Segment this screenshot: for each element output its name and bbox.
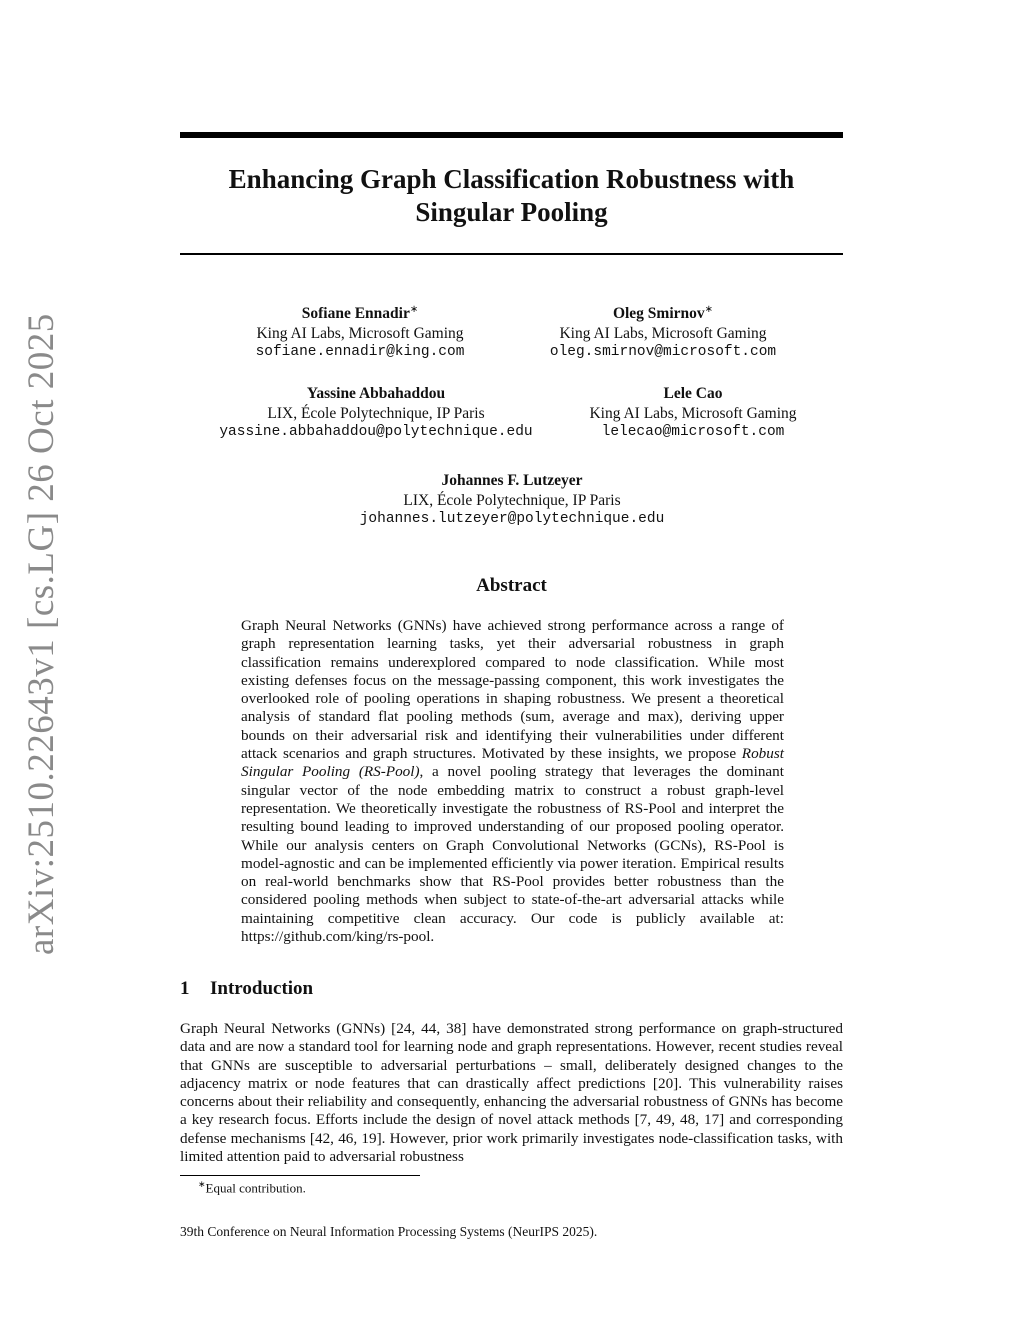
author-email: yassine.abbahaddou@polytechnique.edu: [219, 424, 533, 440]
section-title: Introduction: [210, 978, 314, 999]
author-name: Johannes F. Lutzeyer: [441, 472, 583, 489]
author-email: oleg.smirnov@microsoft.com: [549, 344, 777, 361]
author-affiliation: LIX, École Polytechnique, IP Paris: [403, 491, 621, 509]
section-heading: [180, 978, 313, 1000]
author-block: [210, 300, 510, 363]
author-name: Lele Cao: [663, 385, 723, 402]
author-affiliation: King AI Labs, Microsoft Gaming: [256, 324, 464, 342]
author-block: [513, 300, 813, 363]
footnote: ∗Equal contribution.: [198, 1179, 306, 1196]
author-name: Sofiane Ennadir∗: [301, 304, 419, 323]
author-email: johannes.lutzeyer@polytechnique.edu: [359, 511, 665, 527]
author-name: Oleg Smirnov∗: [612, 304, 714, 323]
author-email: sofiane.ennadir@king.com: [255, 344, 465, 361]
author-affiliation: King AI Labs, Microsoft Gaming: [559, 324, 767, 342]
author-block: [312, 471, 712, 530]
author-affiliation: LIX, École Polytechnique, IP Paris: [267, 404, 485, 422]
title-bottom-rule: [180, 253, 843, 255]
author-email: lelecao@microsoft.com: [601, 424, 785, 440]
paper-title: [180, 163, 843, 229]
arxiv-identifier: arXiv:2510.22643v1 [cs.LG] 26 Oct 2025: [21, 313, 62, 955]
title-line-1: Enhancing Graph Classification Robustness with: [228, 164, 795, 194]
author-block: [543, 384, 843, 443]
author-name: Yassine Abbahaddou: [306, 385, 446, 402]
section-number: 1: [180, 978, 190, 999]
abstract-heading: Abstract: [476, 575, 547, 596]
venue-note: 39th Conference on Neural Information Processing Systems (NeurIPS 2025).: [180, 1224, 598, 1239]
introduction-paragraph: Graph Neural Networks (GNNs) [24, 44, 38] have demonstrated strong performance on graph-structured data and are now a standard tool for learning node and graph representations. However, recent studies reveal that GNNs are susceptible to adversarial perturbations – small, deliberately designed changes to the adjacency matrix or node features that can drastically affect predictions [20]. This vulnerability raises concerns about their reliability and consequently, enhancing the adversarial robustness of GNNs has become a key research focus. Efforts include the design of novel attack methods [7, 49, 48, 17] and corresponding defense mechanisms [42, 46, 19]. However, prior work primarily investigates node-classification tasks, with limited attention paid to adversarial robustness: [180, 1020, 843, 1166]
author-block: [196, 384, 556, 443]
abstract-text: Graph Neural Networks (GNNs) have achieved strong performance across a range of graph representation learning tasks, yet their adversarial robustness in graph classification remains underexplored compared to node classification. While most existing defenses focus on the message-passing component, this work investigates the overlooked role of pooling operations in shaping robustness. We present a theoretical analysis of standard flat pooling methods (sum, average and max), deriving upper bounds on their adversarial risk and identifying their vulnerabilities under different attack scenarios and graph structures. Motivated by these insights, we propose Robust Singular Pooling (RS-Pool), a novel pooling strategy that leverages the dominant singular vector of the node embedding matrix to construct a robust graph-level representation. We theoretically investigate the robustness of RS-Pool and interpret the resulting bound leading to improved understanding of our proposed pooling operator. While our analysis centers on Graph Convolutional Networks (GCNs), RS-Pool is model-agnostic and can be implemented efficiently via power iteration. Empirical results on real-world benchmarks show that RS-Pool provides better robustness than the considered pooling methods when subject to state-of-the-art adversarial attacks while maintaining competitive clean accuracy. Our code is publicly available at: https://github.com/king/rs-pool.: [241, 617, 784, 946]
title-line-2: Singular Pooling: [415, 197, 608, 227]
author-affiliation: King AI Labs, Microsoft Gaming: [589, 404, 797, 422]
method-name-emphasis: Robust Singular Pooling (RS-Pool): [241, 745, 784, 781]
footnote-rule: [180, 1175, 420, 1176]
title-top-rule: [180, 132, 843, 138]
